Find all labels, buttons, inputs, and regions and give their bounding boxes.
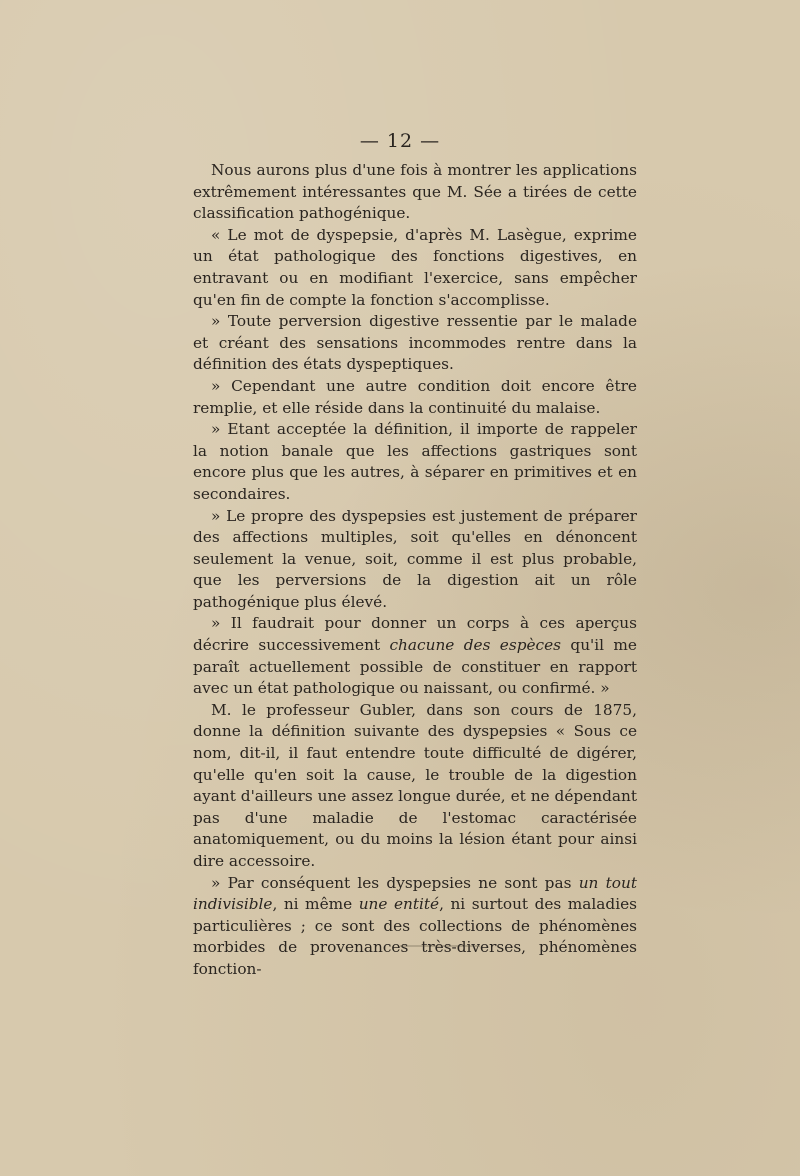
paragraph-3 [193, 311, 637, 376]
paragraph-2-text: « Le mot de dyspepsie, d'après M. Lasègue, exprime un état pathologique des fonctions digestives, en entravant ou en modifiant l'exercice, sans empêcher qu'en fin de compte la fonction s'accomplisse. [193, 225, 637, 309]
body-text [193, 160, 637, 981]
paragraph-9 [193, 873, 637, 981]
paragraph-3-text: » Toute perversion digestive ressentie par le malade et créant des sensations incommodes rentre dans la définition des états dyspeptiques. [193, 312, 637, 374]
paragraph-8-text: M. le professeur Gubler, dans son cours de 1875, donne la définition suivante des dyspepsies « Sous ce nom, dit-il, il faut entendre toute difficulté de digérer, qu'elle qu'en soit la cause, le trouble de la digestion ayant d'ailleurs une assez longue durée, et ne dépendant pas d'une maladie de l'estomac caractérisée anatomiquement, ou du moins la lésion étant pour ainsi dire accessoire. [193, 700, 637, 870]
paragraph-5-text: » Etant acceptée la définition, il importe de rappeler la notion banale que les affections gastriques sont encore plus que les autres, à séparer en primitives et en secondaires. [193, 420, 637, 503]
paragraph-7-text: » Il faudrait pour donner un corps à ces aperçus décrire successivement [193, 614, 637, 655]
paragraph-9-text-3: , ni surtout des maladies particulières ; ce sont des collections de phénomènes morbides de provenances très-diverses, phénomènes fonction- [193, 895, 637, 978]
page-bottom-rule [400, 945, 480, 947]
paragraph-1-text: Nous aurons plus d'une fois à montrer les applications extrêmement intéressantes que M. Sée a tirées de cette classification pathogénique. [193, 161, 637, 223]
paragraph-7-text-end: qu'il me paraît actuellement possible de constituer en rapport avec un état pathologique ou naissant, ou confirmé. » [193, 636, 637, 698]
paragraph-6-text: » Le propre des dyspepsies est justement de préparer des affections multiples, soit qu'elles en dénoncent seulement la venue, soit, comme il est plus probable, que les perversions de la digestion ait un rôle pathogénique plus élevé. [193, 506, 637, 611]
paragraph-4-text: » Cependant une autre condition doit encore être remplie, et elle réside dans la continuité du malaise. [193, 376, 637, 417]
paragraph-1 [193, 160, 637, 225]
paragraph-8 [193, 700, 637, 873]
paragraph-9-emphasis-1: un tout indivisible [193, 873, 638, 914]
paragraph-7-emphasis: chacune des espèces [389, 636, 562, 655]
paragraph-7 [193, 613, 637, 699]
paragraph-9-emphasis-2: une entité [358, 895, 440, 914]
paragraph-4 [193, 376, 637, 419]
paragraph-2 [193, 225, 637, 311]
page-number: — 12 — [359, 130, 441, 152]
paragraph-9-text-1: » Par conséquent les dyspepsies ne sont pas [211, 873, 579, 892]
paragraph-5 [193, 419, 637, 505]
paragraph-9-text-2: , ni même [272, 895, 359, 914]
paragraph-6 [193, 506, 637, 614]
